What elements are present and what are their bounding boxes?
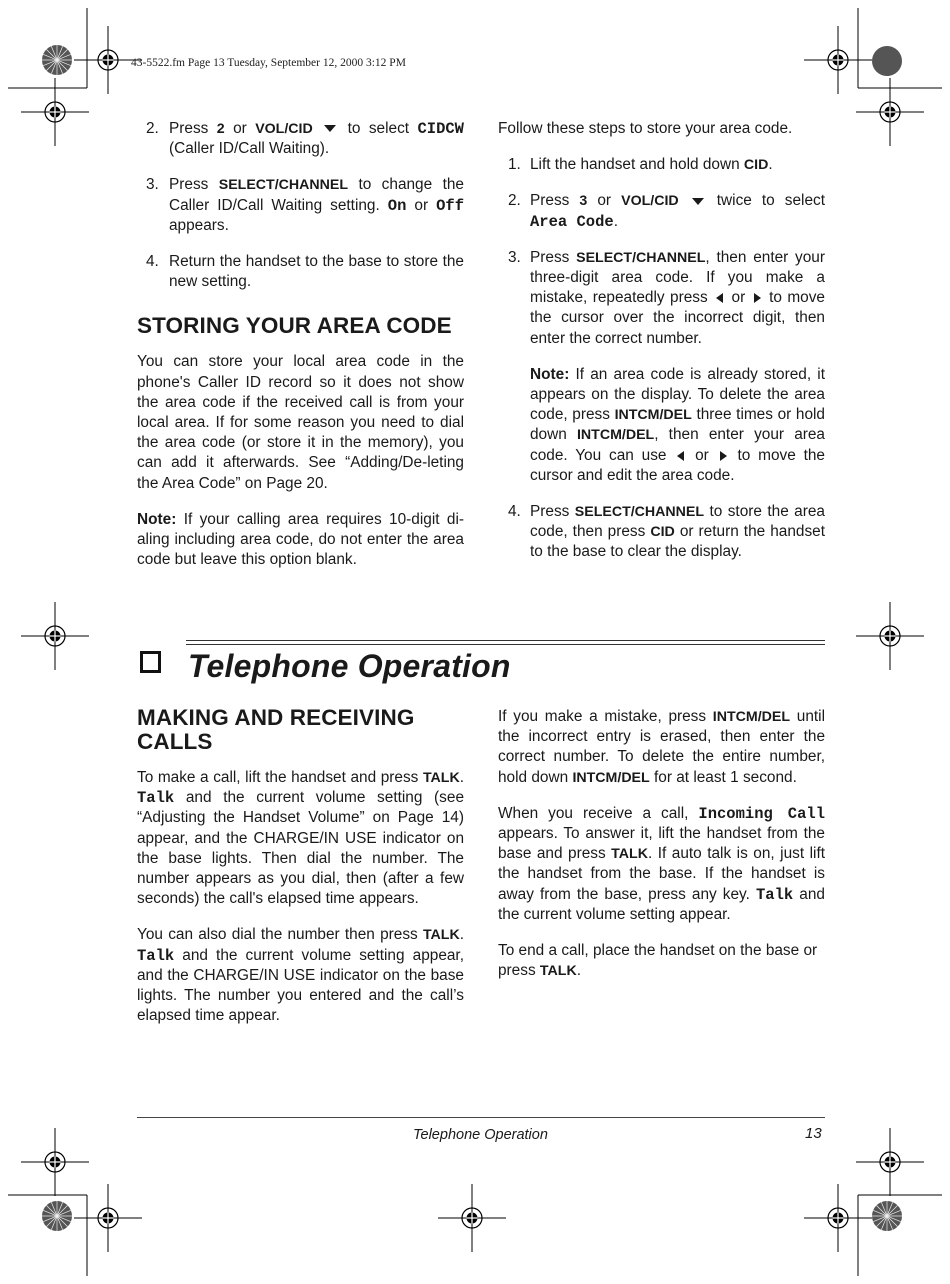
note-label: Note:	[530, 365, 570, 383]
text: Press	[530, 503, 575, 521]
down-arrow-icon	[324, 125, 336, 132]
key-label: TALK	[422, 770, 460, 786]
list-item	[137, 175, 464, 236]
step-number: 3.	[146, 176, 159, 194]
footer-divider	[137, 1117, 825, 1118]
list-item	[137, 119, 464, 159]
section-title: Telephone Operation	[188, 648, 511, 684]
text: Press	[169, 120, 217, 137]
key-label: INTCM/DEL	[572, 769, 650, 786]
key-label: SELECT/CHANNEL	[574, 504, 705, 521]
text: to move the cursor over the incorrect digit, then enter the correct number.	[530, 289, 825, 347]
note-text: If your calling area requires 10-digit di-aling including area code, do not enter the area code but leave this option blank.	[137, 510, 464, 569]
text: Return the handset to the base to store the new setting.	[169, 253, 464, 291]
right-arrow-icon	[754, 293, 761, 303]
text: to change the Caller ID/Call Waiting setting.	[169, 176, 464, 214]
display-text: Area Code	[530, 212, 614, 231]
step-number: 3.	[508, 248, 521, 266]
text: . If auto talk is on, just lift the handset from the base. If the handset is away from the base, press any key.	[498, 845, 825, 903]
section-heading: MAKING AND RECEIVING CALLS	[137, 705, 415, 754]
list-item	[498, 248, 825, 486]
display-text: Off	[436, 196, 464, 215]
steps-list	[137, 119, 464, 292]
text: or	[726, 289, 751, 307]
display-text: Incoming Call	[698, 804, 825, 823]
file-slug: 43-5522.fm Page 13 Tuesday, September 12, 2000 3:12 PM	[131, 57, 406, 69]
text: or return the handset to the base to clear the display.	[530, 523, 825, 561]
key-label: TALK	[611, 846, 648, 863]
text: To make a call, lift the handset and press	[137, 769, 423, 786]
text: and the current volume setting appear.	[498, 885, 825, 923]
key-label: VOL/CID	[255, 121, 313, 137]
paragraph	[498, 804, 825, 925]
key-label: TALK	[539, 963, 577, 980]
display-text: Talk	[137, 946, 175, 965]
down-arrow-icon	[692, 198, 704, 205]
text: to select	[339, 120, 418, 137]
text: (Caller ID/Call Waiting).	[169, 140, 330, 158]
step-number: 4.	[146, 253, 159, 271]
steps-list	[498, 155, 825, 562]
paragraph: You can store your local area code in the phone's Caller ID record so it does not show the area code if the received call is from your local area. If for some reason you need to dial the area code (or store it in the memory), you can add it afterwards. See “Adding/De-leting the Area Code” on Page 20.	[137, 353, 464, 492]
bottom-left-column	[137, 706, 464, 1042]
checkbox-icon	[140, 651, 161, 673]
key-label: VOL/CID	[621, 193, 679, 210]
key-label: CID	[650, 524, 675, 541]
text: Press	[169, 176, 219, 194]
section-heading: STORING YOUR AREA CODE	[137, 313, 452, 339]
text: or	[224, 120, 256, 137]
paragraph	[498, 707, 825, 788]
list-item	[137, 252, 464, 292]
text: Lift the handset and hold down	[530, 156, 744, 174]
text: When you receive a call,	[498, 804, 699, 822]
key-label: CID	[743, 157, 769, 174]
text: , then enter your three-digit area code. If you make a mistake, repeatedly press	[530, 248, 825, 307]
key-label: 2	[216, 121, 225, 137]
list-item	[498, 502, 825, 563]
display-text: CIDCW	[417, 120, 464, 138]
text: .	[459, 926, 464, 944]
text: To end a call, place the handset on the base or press	[498, 942, 818, 980]
text: If an area code is already stored, it appears on the display. To delete the area code, press	[530, 365, 825, 424]
text: or	[687, 446, 717, 464]
text: , then enter your area code. You can use	[530, 426, 825, 464]
key-label: SELECT/CHANNEL	[218, 177, 349, 194]
text: .	[576, 962, 581, 980]
text: twice to select	[706, 192, 825, 210]
paragraph	[137, 925, 464, 1026]
text: appears.	[169, 216, 229, 234]
right-arrow-icon	[720, 451, 727, 461]
text: or	[587, 192, 622, 210]
key-label: INTCM/DEL	[576, 427, 655, 444]
page-number: 13	[805, 1125, 822, 1142]
paragraph	[498, 941, 825, 981]
key-label: TALK	[422, 927, 460, 944]
key-label: SELECT/CHANNEL	[576, 249, 706, 266]
list-item	[498, 191, 825, 231]
text: You can also dial the number then press	[137, 926, 423, 944]
text: three times or hold down	[530, 406, 825, 444]
text: or	[406, 196, 437, 214]
note	[137, 510, 464, 571]
step-number: 2.	[146, 120, 159, 137]
intro-paragraph: Follow these steps to store your area code.	[498, 120, 793, 137]
display-text: Talk	[755, 885, 794, 904]
section-divider	[186, 640, 825, 641]
paragraph	[137, 768, 464, 909]
text: to store the area code, then press	[530, 503, 825, 541]
top-right-column	[498, 119, 825, 579]
text: and the current volume setting appear, and the CHARGE/IN USE indicator on the base lights. The number you entered and the call’s elapsed time appear.	[137, 946, 464, 1025]
key-label: INTCM/DEL	[712, 709, 791, 725]
footer-title: Telephone Operation	[413, 1127, 548, 1143]
text: appears. To answer it, lift the handset from the base and press	[498, 825, 825, 863]
text: Press	[530, 192, 580, 210]
list-item	[498, 155, 825, 175]
text: to move the cursor and edit the area code.	[530, 446, 825, 484]
left-arrow-icon	[716, 293, 723, 303]
key-label: INTCM/DEL	[614, 407, 692, 424]
step-number: 2.	[508, 192, 521, 210]
top-left-column	[137, 119, 464, 586]
text: .	[768, 156, 773, 174]
text: If you make a mistake, press	[498, 708, 713, 725]
text: until the incorrect entry is erased, then enter the correct number. To delete the entire number, hold down	[498, 708, 825, 786]
left-arrow-icon	[677, 451, 684, 461]
step-number: 4.	[508, 503, 521, 521]
note-label: Note:	[137, 510, 177, 528]
step-number: 1.	[508, 156, 521, 174]
display-text: On	[387, 196, 407, 215]
text: and the current volume setting (see “Adjusting the Handset Volume” on Page 14) appear, and the CHARGE/IN USE indicator on the base lights. Then dial the number. The number appears as you dial, then (after a few seconds) the call's elapsed time appears.	[137, 789, 464, 908]
bottom-right-column	[498, 707, 825, 997]
key-label: 3	[579, 193, 588, 210]
text: .	[459, 769, 464, 786]
text: Press	[530, 248, 577, 266]
note	[530, 365, 825, 486]
text: for at least 1 second.	[649, 768, 797, 786]
text: .	[613, 212, 618, 230]
display-text: Talk	[137, 789, 175, 808]
